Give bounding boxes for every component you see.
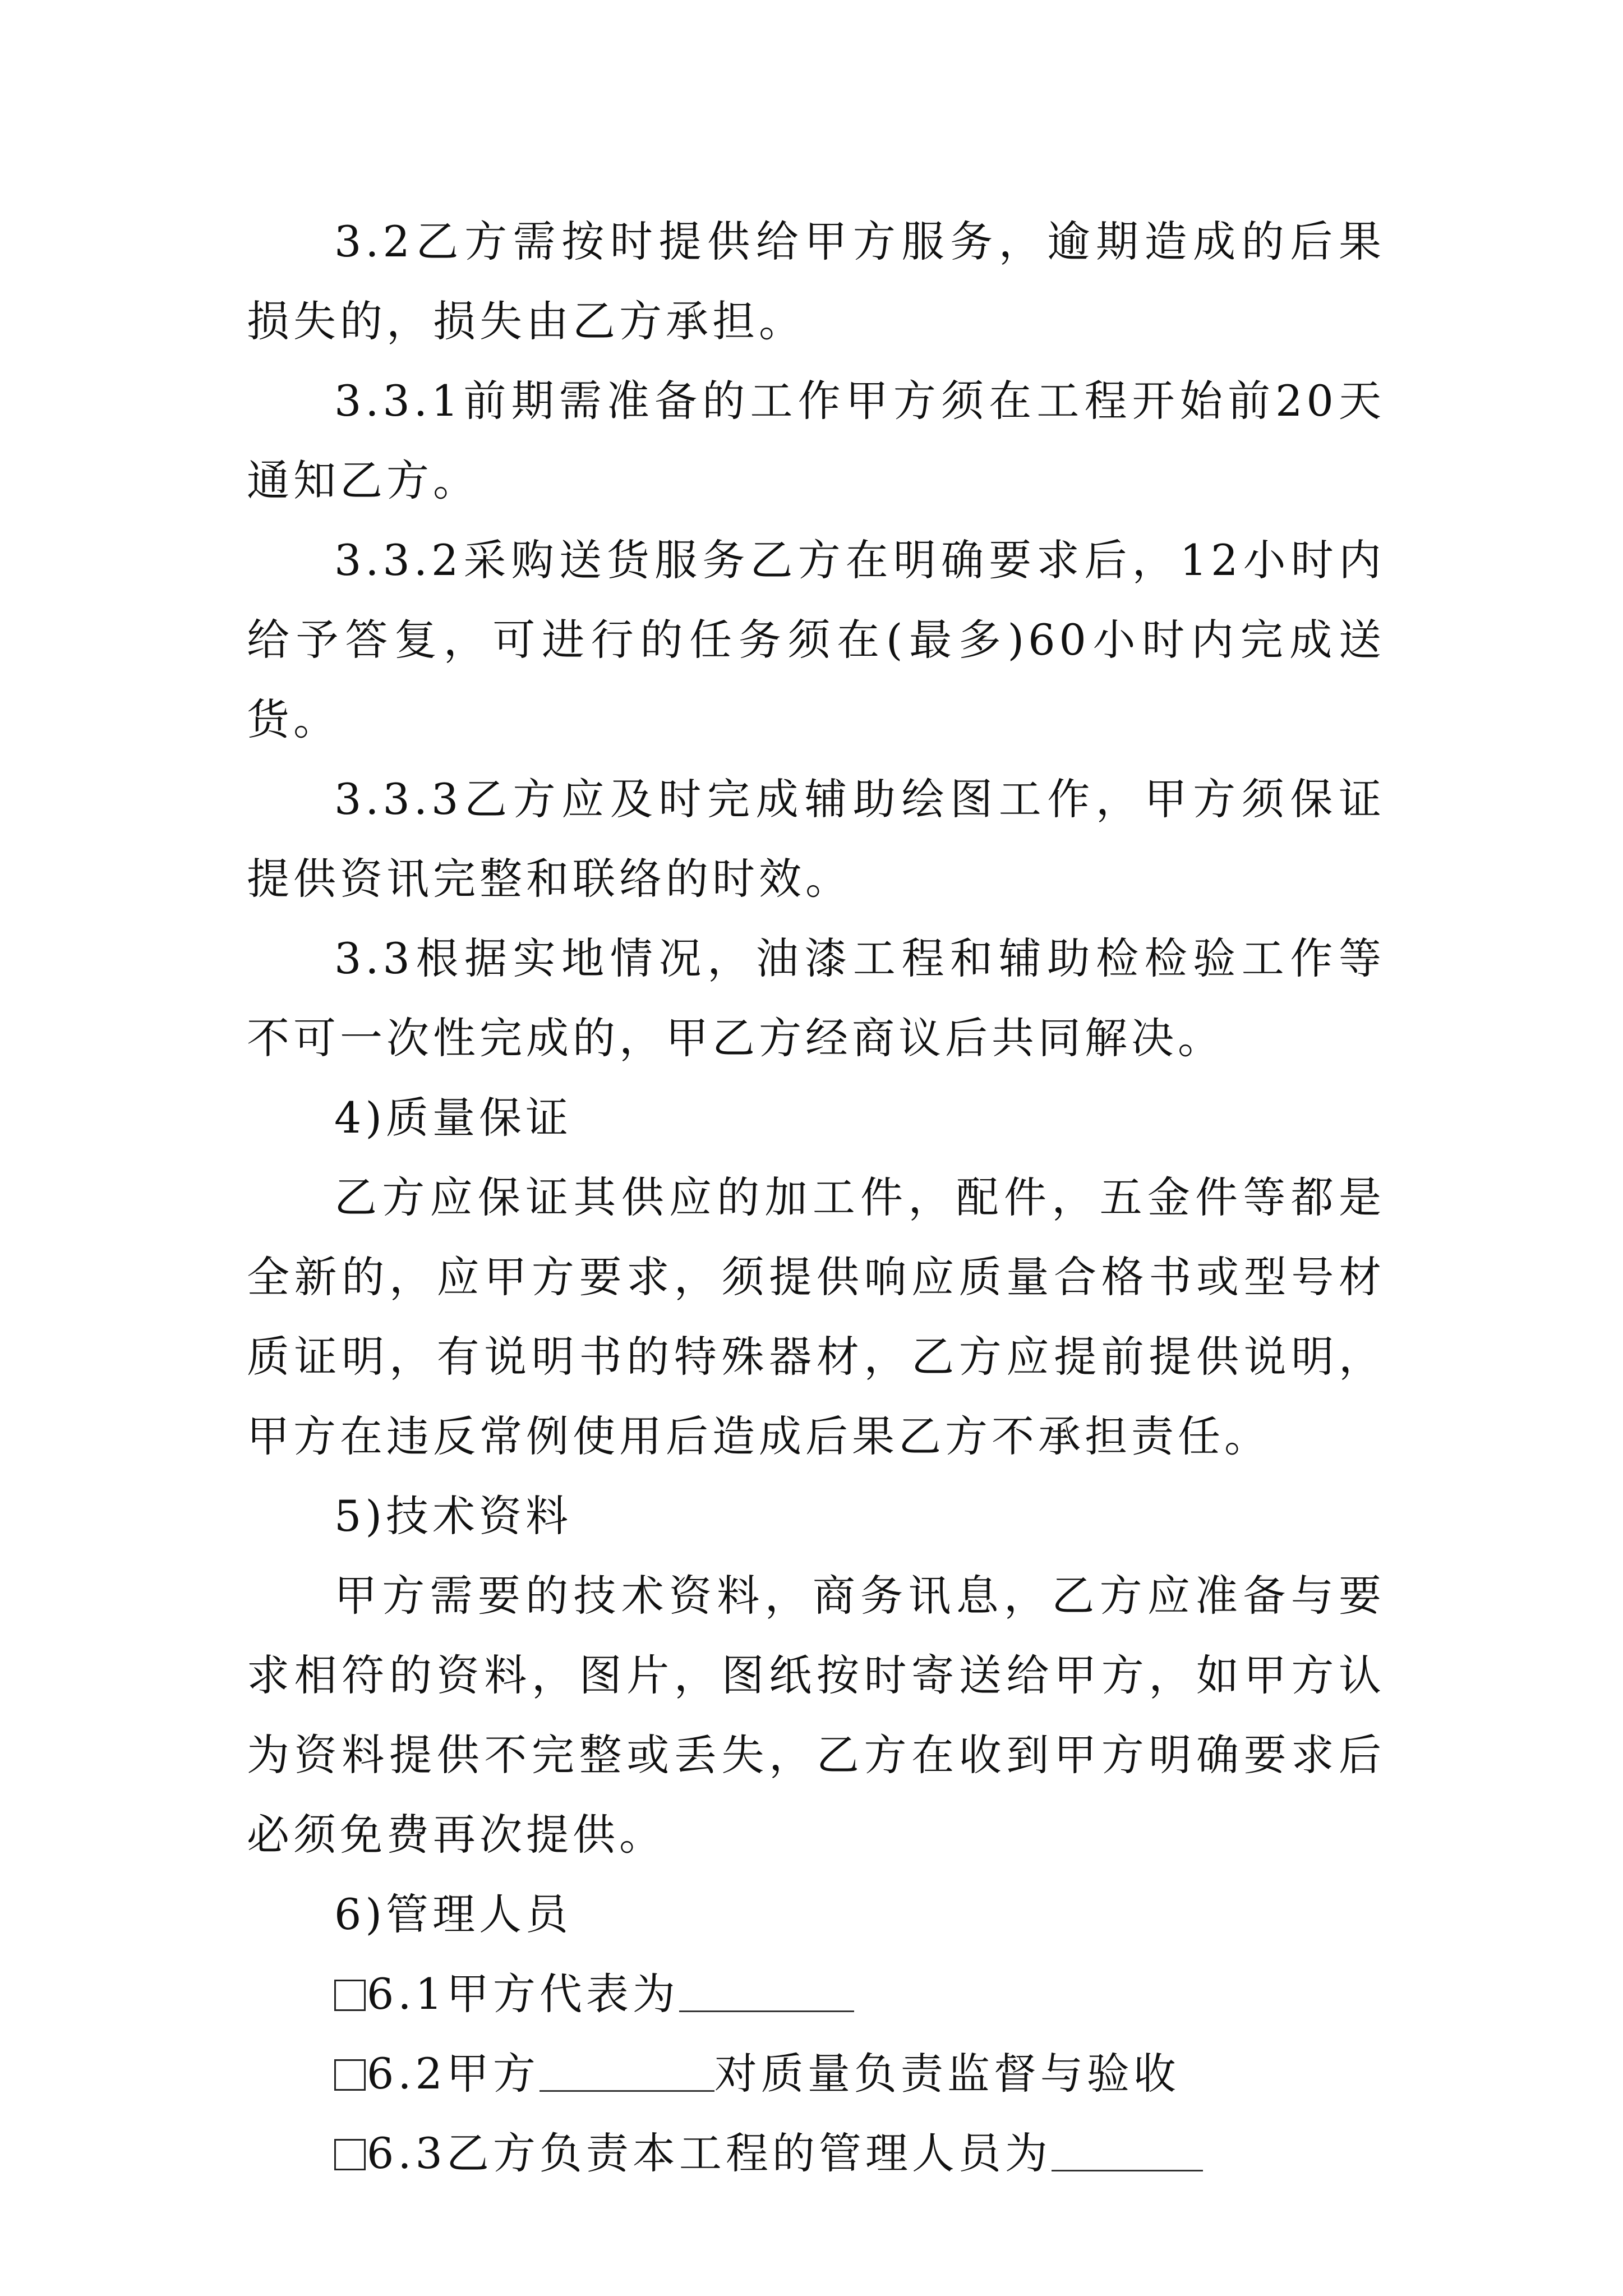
clause-3-3-1: 3.3.1前期需准备的工作甲方须在工程开始前20天通知乙方。	[247, 376, 1385, 505]
clause-3-2: 3.2乙方需按时提供给甲方服务，逾期造成的后果损失的，损失由乙方承担。	[247, 217, 1385, 346]
clause-3-3: 3.3根据实地情况，油漆工程和辅助检检验工作等不可一次性完成的，甲乙方经商议后共同解决。	[247, 933, 1385, 1063]
document-body	[247, 202, 1385, 2193]
field-label-6-2: 6.2甲方	[367, 2049, 540, 2099]
clause-quality-guarantee: 乙方应保证其供应的加工件，配件，五金件等都是全新的，应甲方要求，须提供响应质量合格书或型号材质证明，有说明书的特殊器材，乙方应提前提供说明，甲方在违反常例使用后造成后果乙方不承担责任。	[247, 1172, 1385, 1461]
clause-3-3-3: 3.3.3乙方应及时完成辅助绘图工作，甲方须保证提供资讯完整和联络的时效。	[247, 774, 1385, 904]
checkbox-6-2[interactable]	[334, 2059, 366, 2091]
checkbox-6-3[interactable]	[334, 2139, 366, 2170]
field-row-6-1	[247, 1954, 1385, 2034]
section-heading-management: 6)管理人员	[334, 1889, 573, 1939]
field-label-6-3: 6.3乙方负责本工程的管理人员为	[367, 2128, 1052, 2178]
field-row-6-3	[247, 2114, 1385, 2193]
field-suffix-6-2: 对质量负责监督与验收	[714, 2049, 1180, 2099]
section-heading-technical-data: 5)技术资料	[334, 1491, 573, 1541]
section-heading-quality: 4)质量保证	[334, 1093, 573, 1143]
field-row-6-2	[247, 2034, 1385, 2114]
blank-line-6-1[interactable]	[679, 1977, 854, 2012]
clause-technical-data: 甲方需要的技术资料，商务讯息，乙方应准备与要求相符的资料，图片，图纸按时寄送给甲方，如甲方认为资料提供不完整或丢失，乙方在收到甲方明确要求后必须免费再次提供。	[247, 1571, 1385, 1860]
blank-line-6-2[interactable]	[540, 2056, 714, 2092]
checkbox-6-1[interactable]	[334, 1980, 366, 2011]
field-label-6-1: 6.1甲方代表为	[367, 1969, 679, 2019]
blank-line-6-3[interactable]	[1052, 2136, 1203, 2171]
clause-3-3-2: 3.3.2采购送货服务乙方在明确要求后，12小时内给予答复，可进行的任务须在(最多)60小时内完成送货。	[247, 535, 1385, 744]
